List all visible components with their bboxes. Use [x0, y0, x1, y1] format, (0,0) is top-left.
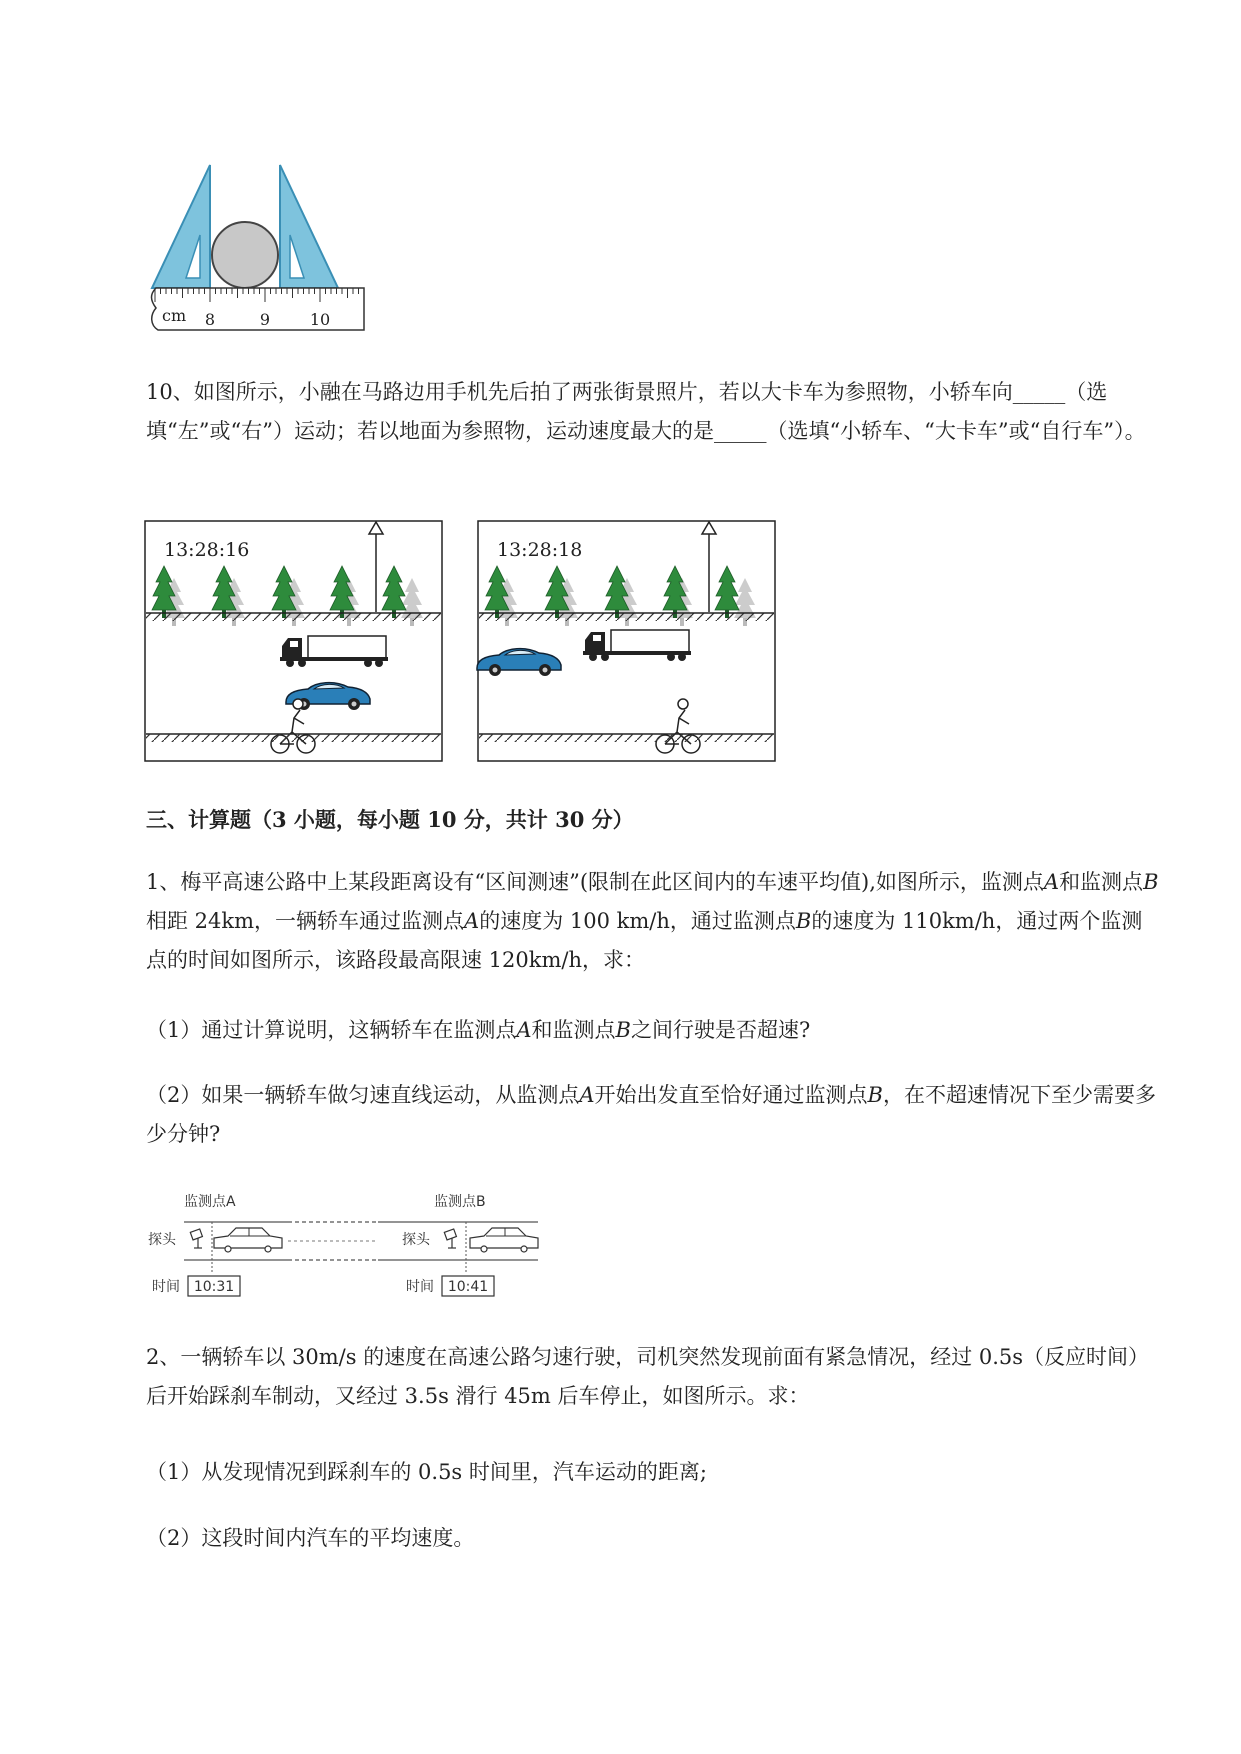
ruler-figure — [148, 160, 373, 340]
left-set-square — [152, 165, 210, 288]
ruler-tick-label-9: 9 — [259, 310, 271, 329]
question-1-text: 1、梅平高速公路中上某段距离设有“区间测速”(限制在此区间内的车速平均值),如图所示，监测点A和监测点B相距 24km，一辆轿车通过监测点A的速度为 100 km/h，通过监测点B的速度为 110km/h，通过两个监测点的时间如图所示，该路段最高限速 120km/h，求： — [146, 870, 1159, 972]
time-label-b: 时间 — [406, 1279, 434, 1295]
time-value-a: 10:31 — [193, 1279, 235, 1295]
ruler-unit: cm — [162, 306, 187, 325]
sedan-a — [214, 1228, 282, 1252]
question-2-sub-2: （2）这段时间内汽车的平均速度。 — [146, 1526, 475, 1550]
ball — [212, 222, 278, 288]
question-1-sub-2: （2）如果一辆轿车做匀速直线运动，从监测点A开始出发直至恰好通过监测点B，在不超速情况下至少需要多少分钟? — [146, 1083, 1156, 1146]
probe-icon-a — [190, 1229, 202, 1248]
probe-label-a: 探头 — [148, 1232, 176, 1248]
question-2-sub-1: （1）从发现情况到踩刹车的 0.5s 时间里，汽车运动的距离; — [146, 1460, 707, 1484]
ruler-tick-label-10: 10 — [309, 310, 331, 329]
photo-2-time: 13:28:18 — [497, 539, 583, 561]
section-3-heading: 三、计算题（3 小题，每小题 10 分，共计 30 分） — [146, 807, 634, 832]
probe-icon-b — [444, 1229, 456, 1248]
point-b-label: 监测点B — [434, 1194, 486, 1210]
ruler-tick-label-8: 8 — [204, 310, 216, 329]
sedan-b — [470, 1228, 538, 1252]
time-label-a: 时间 — [152, 1279, 180, 1295]
right-set-square — [280, 165, 338, 288]
street-photo-2 — [477, 521, 775, 761]
street-photo-1 — [145, 521, 442, 761]
street-photos-figure — [144, 520, 784, 766]
question-2-text: 2、一辆轿车以 30m/s 的速度在高速公路匀速行驶，司机突然发现前面有紧急情况，经过 0.5s（反应时间）后开始踩刹车制动，又经过 3.5s 滑行 45m 后车停止，如图所示。求： — [146, 1345, 1150, 1408]
monitor-points-figure — [148, 1188, 548, 1298]
time-value-b: 10:41 — [447, 1279, 489, 1295]
photo-1-time: 13:28:16 — [164, 539, 250, 561]
question-10-text: 10、如图所示，小融在马路边用手机先后拍了两张街景照片，若以大卡车为参照物，小轿车向_____（选填“左”或“右”）运动；若以地面为参照物，运动速度最大的是_____（选填“小轿车、“大卡车”或“自行车”）。 — [146, 380, 1146, 443]
point-a-label: 监测点A — [184, 1194, 236, 1210]
question-1-sub-1: （1）通过计算说明，这辆轿车在监测点A和监测点B之间行驶是否超速? — [146, 1018, 811, 1042]
probe-label-b: 探头 — [402, 1232, 430, 1248]
